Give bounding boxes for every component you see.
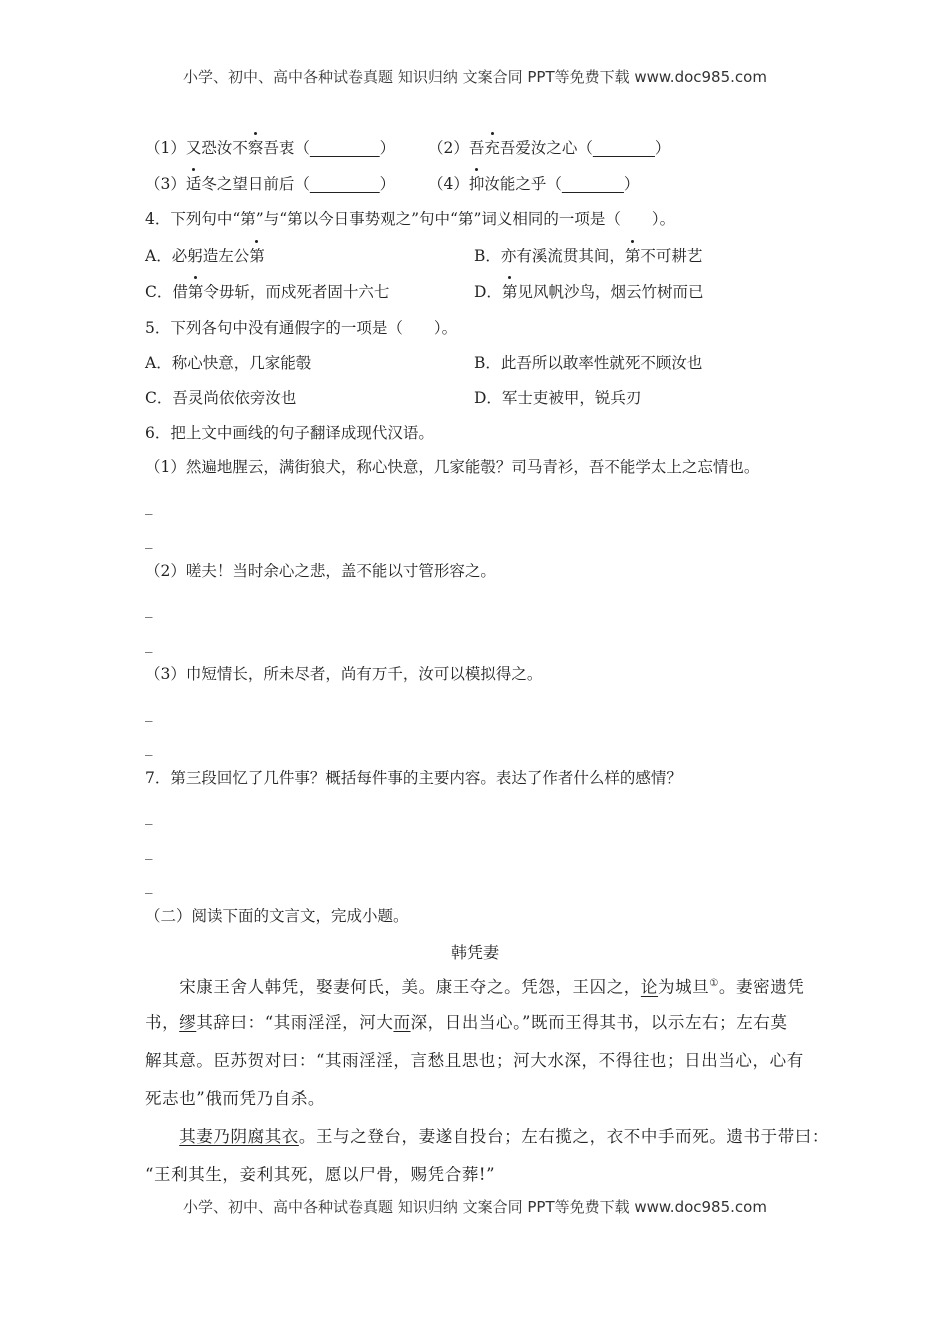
q3-item-1: （1）又恐汝不察吾衷（_________）: [145, 139, 396, 157]
answer-line[interactable]: _: [145, 842, 153, 860]
q6-sentence-3: （3）巾短情长，所未尽者，尚有万千，汝可以模拟得之。: [145, 665, 543, 683]
passage-line: 死志也”俄而凭乃自杀。: [145, 1089, 326, 1108]
emphasis-char: 适: [185, 175, 202, 193]
answer-line[interactable]: _: [145, 531, 153, 549]
passage-title: 韩凭妻: [450, 943, 499, 962]
q3-item-4: （4）抑汝能之乎（________）: [428, 175, 640, 193]
answer-blank[interactable]: ________: [592, 139, 655, 157]
emphasis-char: 第: [501, 283, 518, 301]
q4-option-a[interactable]: A．必躬造左公第: [145, 247, 265, 265]
q4-option-b[interactable]: B．亦有溪流贯其间，第不可耕艺: [474, 247, 703, 265]
answer-line[interactable]: _: [145, 738, 153, 756]
q4-stem: 4．下列句中“第”与“第以今日事势观之”句中“第”词义相同的一项是（ ）。: [145, 210, 676, 228]
emphasis-char: 第: [249, 247, 265, 265]
emphasis-char: 第: [624, 247, 641, 265]
passage-line: “王利其生，妾利其死，愿以尸骨，赐凭合葬!”: [145, 1165, 496, 1184]
q7-stem: 7．第三段回忆了几件事？概括每件事的主要内容。表达了作者什么样的感情？: [145, 769, 682, 787]
q5-option-b[interactable]: B．此吾所以敢率性就死不顾汝也: [474, 354, 703, 372]
q5-stem: 5．下列各句中没有通假字的一项是（ ）。: [145, 319, 458, 337]
emphasis-char: 充: [484, 139, 500, 157]
underlined-sentence: 其妻乃阴腐其衣: [179, 1127, 299, 1146]
answer-blank[interactable]: _________: [309, 175, 380, 193]
passage-line: 宋康王舍人韩凭，娶妻何氏，美。康王夺之。凭怨，王囚之，论为城旦①。妻密遗凭: [145, 977, 805, 997]
answer-line[interactable]: _: [145, 600, 153, 618]
answer-line[interactable]: _: [145, 704, 153, 722]
q6-sentence-2: （2）嗟夫！当时余心之悲，盖不能以寸管形容之。: [145, 562, 496, 580]
q3-item-3: （3）适冬之望日前后（_________）: [145, 175, 396, 193]
passage-line: 书，缪其辞曰：“其雨淫淫，河大而深，日出当心。”既而王得其书，以示左右；左右莫: [145, 1013, 788, 1032]
emphasis-char: 察: [247, 139, 264, 157]
answer-blank[interactable]: ________: [561, 175, 624, 193]
q6-sentence-1: （1）然遍地腥云，满街狼犬，称心快意，几家能彀？司马青衫，吾不能学太上之忘情也。: [145, 458, 760, 476]
passage-line: 解其意。臣苏贺对曰：“其雨淫淫，言愁且思也；河大水深，不得往也；日出当心，心有: [145, 1051, 804, 1070]
section-intro: （二）阅读下面的文言文，完成小题。: [145, 907, 409, 925]
footnote-marker: ①: [709, 978, 719, 989]
answer-blank[interactable]: _________: [309, 139, 380, 157]
q5-option-d[interactable]: D．军士吏被甲，锐兵刃: [474, 389, 642, 407]
q5-option-c[interactable]: C．吾灵尚依依旁汝也: [145, 389, 297, 407]
emphasis-char: 第: [187, 283, 204, 301]
page-header: 小学、初中、高中各种试卷真题 知识归纳 文案合同 PPT等免费下载 www.doc985.com: [183, 68, 767, 86]
page-footer: 小学、初中、高中各种试卷真题 知识归纳 文案合同 PPT等免费下载 www.doc985.com: [183, 1198, 767, 1216]
answer-line[interactable]: _: [145, 497, 153, 515]
passage-line: 其妻乃阴腐其衣。王与之登台，妻遂自投台；左右揽之，衣不中手而死。遗书于带曰：: [179, 1127, 830, 1146]
q5-option-a[interactable]: A．称心快意，几家能彀: [145, 354, 312, 372]
q3-item-2: （2）吾充吾爱汝之心（________）: [428, 139, 671, 157]
q6-stem: 6．把上文中画线的句子翻译成现代汉语。: [145, 424, 434, 442]
answer-line[interactable]: _: [145, 807, 153, 825]
q4-option-d[interactable]: D．第见风帆沙鸟，烟云竹树而已: [474, 283, 704, 301]
answer-line[interactable]: _: [145, 876, 153, 894]
answer-line[interactable]: _: [145, 635, 153, 653]
q4-option-c[interactable]: C．借第令毋斩，而戍死者固十六七: [145, 283, 390, 301]
emphasis-char: 抑: [468, 175, 485, 193]
